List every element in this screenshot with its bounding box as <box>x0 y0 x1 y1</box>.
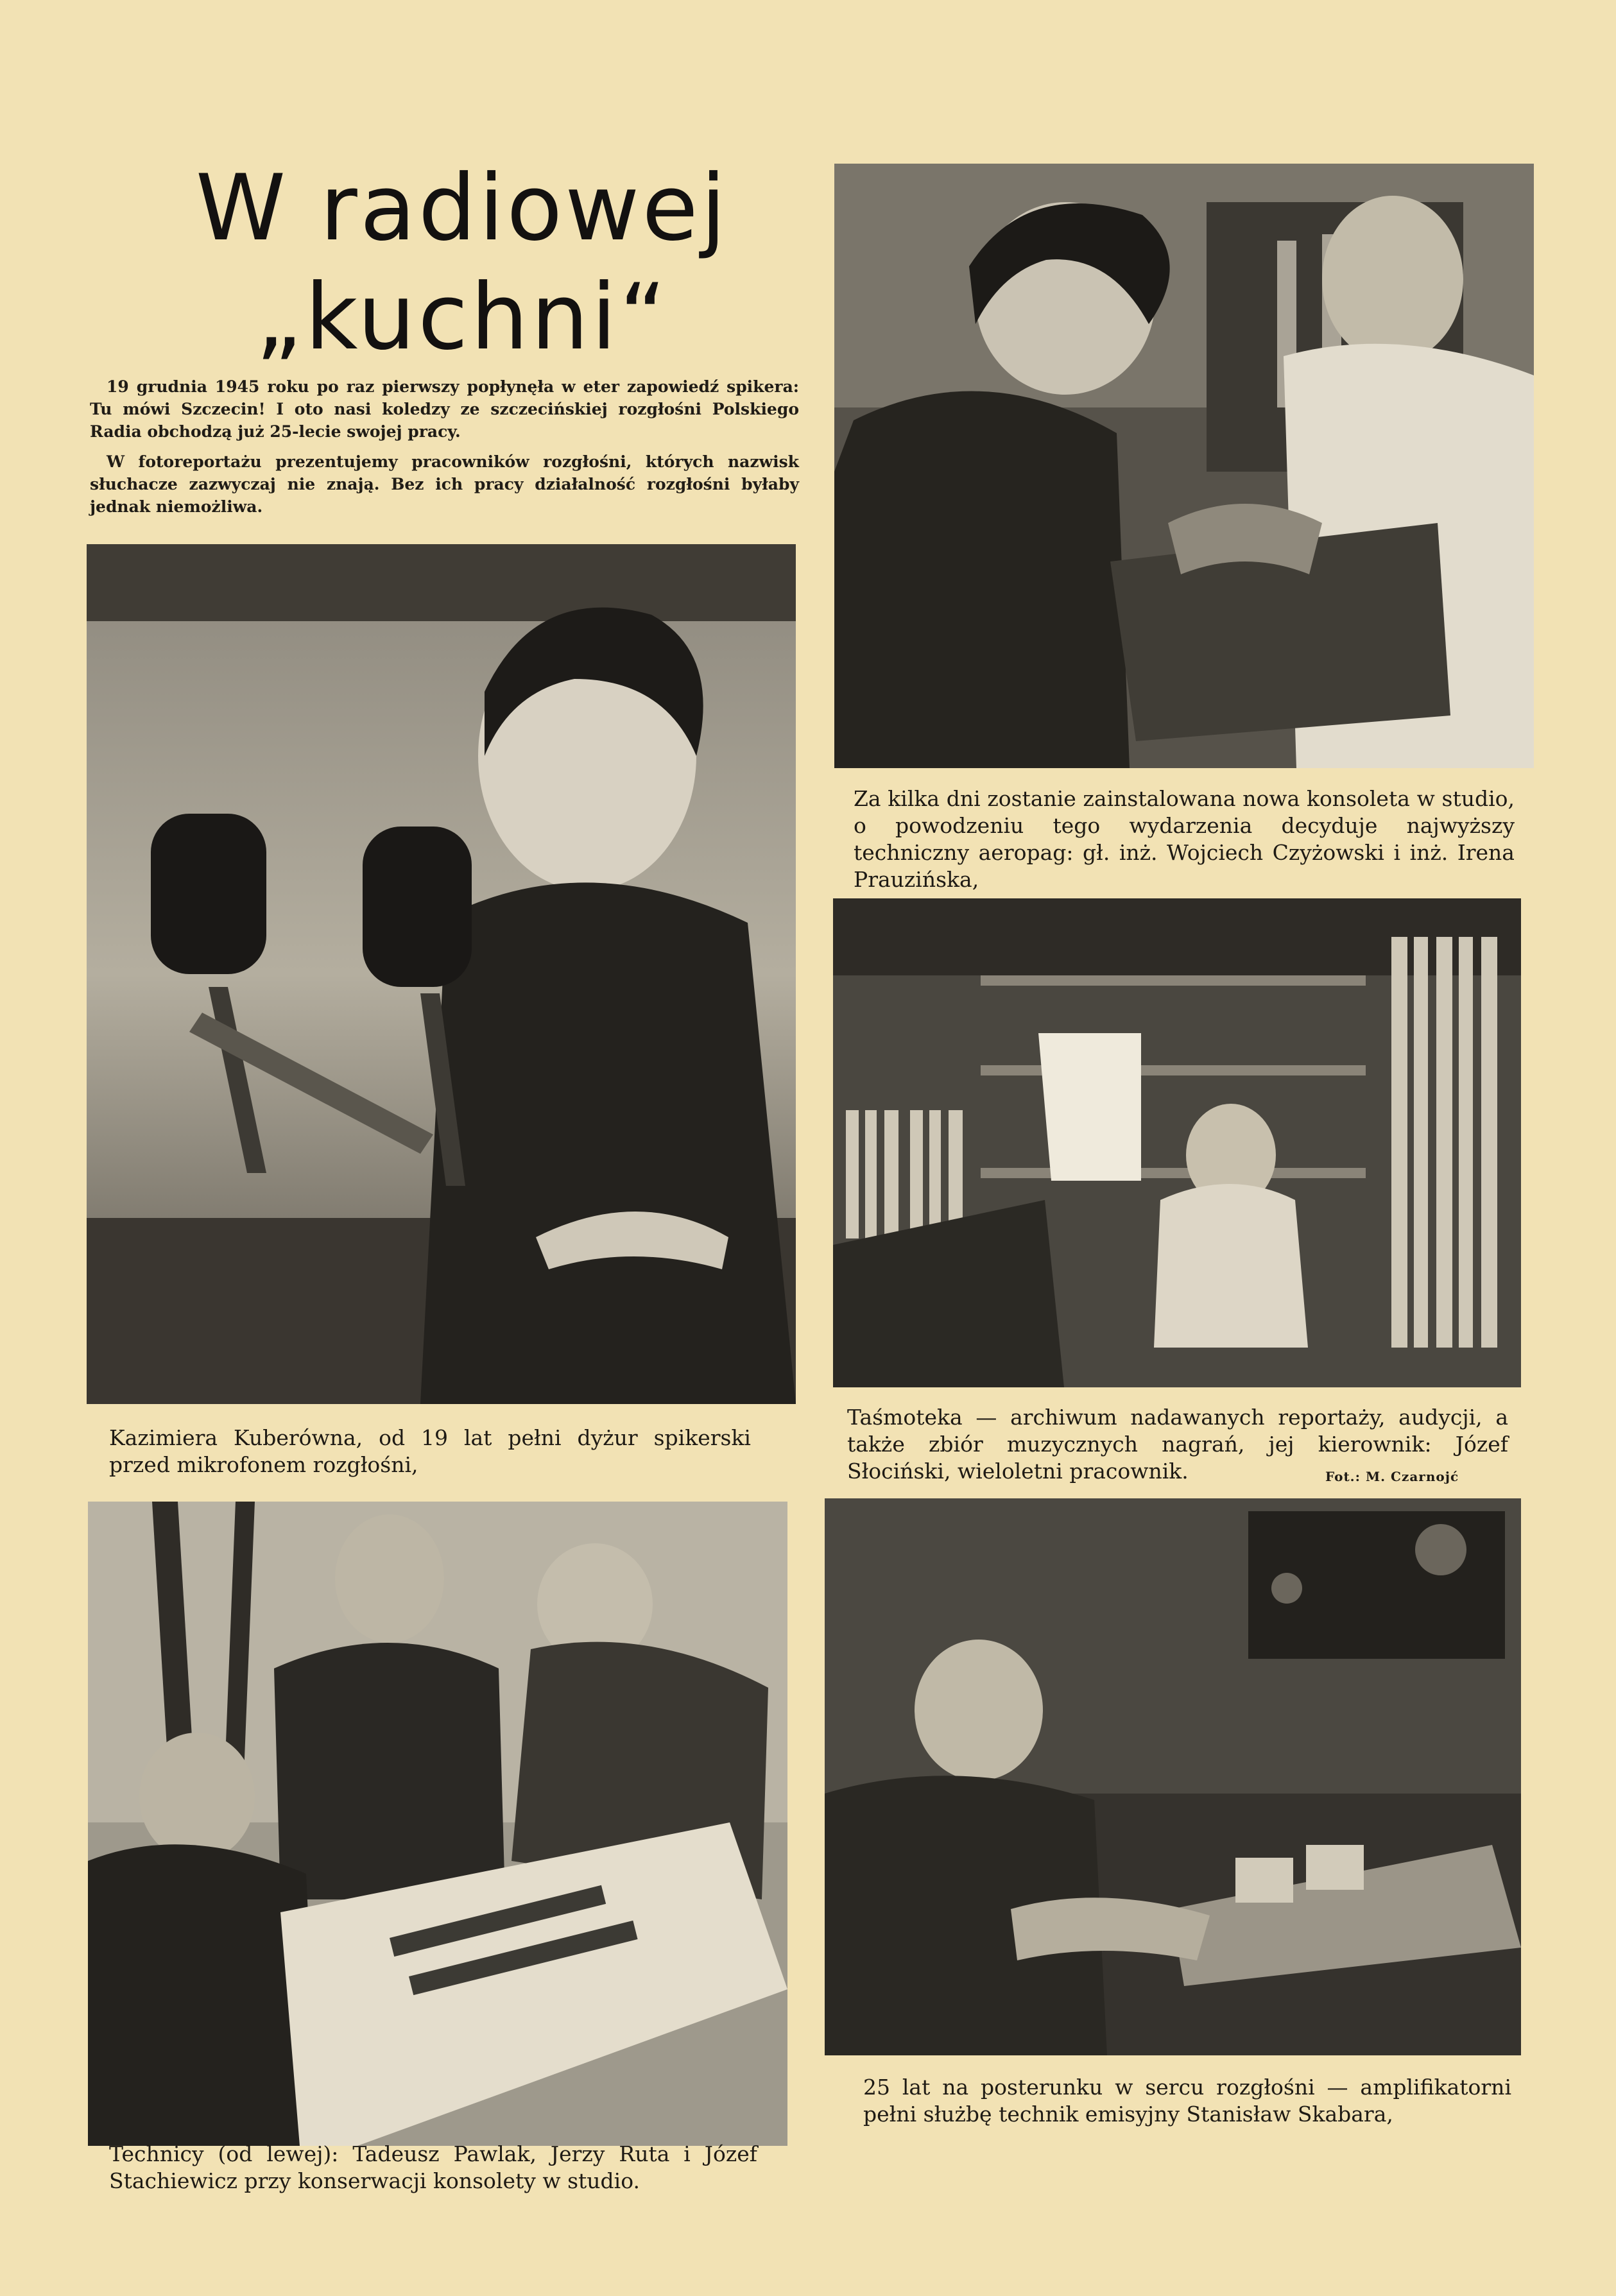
caption-amplifier <box>863 2074 1511 2128</box>
caption-tape-archive <box>847 1404 1508 1485</box>
photo-speaker-microphone <box>87 544 796 1404</box>
caption-engineers <box>854 785 1515 893</box>
caption-technicians-text: Technicy (od lewej): Tadeusz Pawlak, Jerzy Ruta i Józef Stachiewicz przy konserwacji konsolety w studio. <box>109 2141 757 2193</box>
caption-tape-archive-text: Taśmoteka — archiwum nadawanych reportaży, audycji, a także zbiór muzycznych nagrań, jej kierownik: Józef Słociński, wieloletni pracownik. <box>847 1405 1508 1484</box>
photo-engineers-console <box>834 164 1534 768</box>
photo-credit: Fot.: M. Czarnojć <box>1325 1469 1459 1484</box>
caption-speaker <box>109 1425 751 1478</box>
photo-technicians-console <box>88 1502 787 2146</box>
photo-amplifier-room <box>825 1498 1521 2055</box>
caption-engineers-text: Za kilka dni zostanie zainstalowana nowa konsoleta w studio, o powodzeniu tego wydarzenia decyduje najwyższy techniczny aeropag: gł. inż. Wojciech Czyżowski i inż. Irena Prauzińska, <box>854 786 1515 892</box>
article-title <box>109 154 815 372</box>
title-line-2: „kuchni“ <box>255 264 669 370</box>
photo-tape-archive <box>833 898 1521 1387</box>
lead-paragraph-1: 19 grudnia 1945 roku po raz pierwszy popłynęła w eter zapowiedź spikera: Tu mówi Szczecin! I oto nasi koledzy ze szczecińskiej rozgłośni Polskiego Radia obchodzą już 25-lecie swojej pracy. <box>90 377 799 441</box>
lead-paragraph-2: W fotoreportażu prezentujemy pracowników rozgłośni, których nazwisk słuchacze zazwyczaj nie znają. Bez ich pracy działalność rozgłośni byłaby jednak niemożliwa. <box>90 452 799 516</box>
caption-speaker-text: Kazimiera Kuberówna, od 19 lat pełni dyżur spikerski przed mikrofonem rozgłośni, <box>109 1425 751 1477</box>
title-line-1: W radiowej <box>195 155 729 261</box>
article-lead <box>90 375 799 526</box>
caption-technicians <box>109 2141 757 2195</box>
caption-amplifier-text: 25 lat na posterunku w sercu rozgłośni — amplifikatorni pełni służbę technik emisyjny Stanisław Skabara, <box>863 2075 1511 2127</box>
